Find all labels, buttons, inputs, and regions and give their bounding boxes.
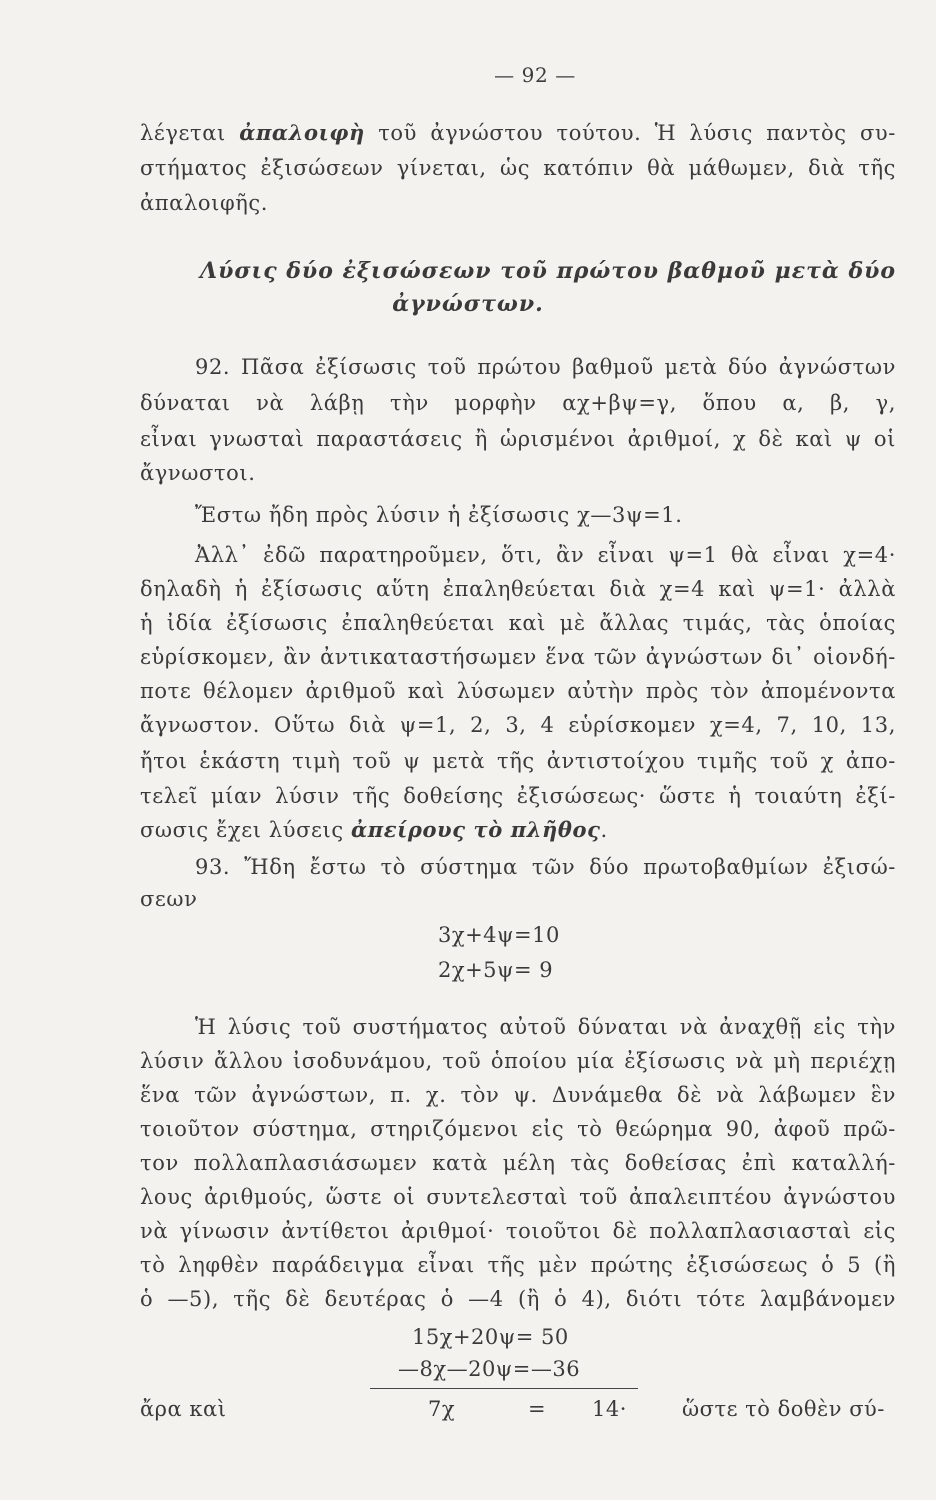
paragraph-line: τον πολλαπλασιάσωμεν κατὰ μέλη τὰς δοθείσας ἐπὶ καταλλή- — [140, 1151, 896, 1175]
result-label: ἄρα καὶ — [140, 1397, 227, 1421]
equation: 2χ+5ψ= 9 — [438, 958, 554, 982]
paragraph-line: ἄγνωστοι. — [140, 461, 256, 485]
emphasis-term: ἀπαλοιφὴ — [239, 120, 365, 145]
paragraph-line: ἄγνωστον. Οὕτω διὰ ψ=1, 2, 3, 4 εὑρίσκομεν χ=4, 7, 10, 13, — [140, 713, 896, 737]
equation-rule — [370, 1388, 638, 1389]
paragraph-line: εὑρίσκομεν, ἂν ἀντικαταστήσωμεν ἕνα τῶν ἀγνώστων δι᾽ οἱονδή- — [140, 645, 896, 669]
paragraph-line: νὰ γίνωσιν ἀντίθετοι ἀριθμοί· τοιοῦτοι δὲ πολλαπλασιασταὶ εἰς — [140, 1219, 896, 1243]
paragraph-line: λύσιν ἄλλου ἰσοδυνάμου, τοῦ ὁποίου μία ἐξίσωσις νὰ μὴ περιέχῃ — [140, 1049, 896, 1073]
paragraph-line: λους ἀριθμούς, ὥστε οἱ συντελεσταὶ τοῦ ἀπαλειπτέου ἀγνώστου — [140, 1185, 896, 1209]
paragraph-line: ἡ ἰδία ἐξίσωσις ἐπαληθεύεται καὶ μὲ ἄλλας τιμάς, τὰς ὁποίας — [140, 611, 896, 635]
paragraph-line: σεων — [140, 887, 198, 911]
paragraph-line: δύναται νὰ λάβῃ τὴν μορφὴν αχ+βψ=γ, ὅπου α, β, γ, — [140, 391, 896, 415]
emphasis-term: ἀπείρους τὸ πλῆθος — [351, 817, 601, 842]
paragraph-line: ἀπαλοιφῆς. — [140, 191, 269, 215]
paragraph-line: ὥστε τὸ δοθὲν σύ- — [682, 1397, 885, 1421]
paragraph-line: ποτε θέλομεν ἀριθμοῦ καὶ λύσωμεν αὐτὴν πρὸς τὸν ἀπομένοντα — [140, 679, 896, 703]
equation: 15χ+20ψ= 50 — [412, 1325, 569, 1349]
paragraph-line: ὁ —5), τῆς δὲ δευτέρας ὁ —4 (ἢ ὁ 4), διότι τότε λαμβάνομεν — [140, 1287, 896, 1311]
paragraph-line: εἶναι γνωσταὶ παραστάσεις ἢ ὡρισμένοι ἀριθμοί, χ δὲ καὶ ψ οἱ — [140, 427, 896, 451]
equation: —8χ—20ψ=—36 — [398, 1357, 581, 1381]
paragraph-line: Ἔστω ἤδη πρὸς λύσιν ἡ ἐξίσωσις χ—3ψ=1. — [195, 503, 683, 527]
equation-sign: = — [528, 1397, 547, 1421]
paragraph-line: Ἡ λύσις τοῦ συστήματος αὐτοῦ δύναται νὰ ἀναχθῇ εἰς τὴν — [195, 1015, 896, 1039]
section-heading: Λύσις δύο ἐξισώσεων τοῦ πρώτου βαθμοῦ μετὰ δύο — [200, 258, 897, 284]
paragraph-line: ἤτοι ἑκάστη τιμὴ τοῦ ψ μετὰ τῆς ἀντιστοίχου τιμῆς τοῦ χ ἀπο- — [140, 749, 896, 773]
paragraph-line: τελεῖ μίαν λύσιν τῆς δοθείσης ἐξισώσεως· ὥστε ἡ τοιαύτη ἐξί- — [140, 784, 896, 808]
equation: 3χ+4ψ=10 — [438, 923, 560, 947]
paragraph-line: 92. Πᾶσα ἐξίσωσις τοῦ πρώτου βαθμοῦ μετὰ δύο ἀγνώστων — [195, 355, 896, 379]
paragraph-line: σωσις ἔχει λύσεις ἀπείρους τὸ πλῆθος. — [140, 817, 608, 842]
paragraph-line: 93. Ἤδη ἔστω τὸ σύστημα τῶν δύο πρωτοβαθμίων ἐξισώ- — [195, 855, 896, 879]
paragraph-line: δηλαδὴ ἡ ἐξίσωσις αὕτη ἐπαληθεύεται διὰ χ=4 καὶ ψ=1· ἀλλὰ — [140, 577, 896, 601]
page-number: — 92 — — [494, 63, 576, 87]
paragraph-line: τοιοῦτον σύστημα, στηριζόμενοι εἰς τὸ θεώρημα 90, ἀφοῦ πρῶ- — [140, 1117, 896, 1141]
equation-rhs: 14· — [592, 1397, 627, 1421]
paragraph-line: Ἀλλ᾽ ἐδῶ παρατηροῦμεν, ὅτι, ἂν εἶναι ψ=1 θὰ εἶναι χ=4· — [195, 543, 896, 567]
paragraph-line: λέγεται ἀπαλοιφὴ τοῦ ἀγνώστου τούτου. Ἡ λύσις παντὸς συ- — [140, 120, 896, 145]
section-heading: ἀγνώστων. — [392, 291, 544, 317]
equation-lhs: 7χ — [428, 1397, 456, 1421]
paragraph-line: ἕνα τῶν ἀγνώστων, π. χ. τὸν ψ. Δυνάμεθα δὲ νὰ λάβωμεν ἓν — [140, 1083, 896, 1107]
paragraph-line: στήματος ἐξισώσεων γίνεται, ὡς κατόπιν θὰ μάθωμεν, διὰ τῆς — [140, 156, 896, 180]
paragraph-line: τὸ ληφθὲν παράδειγμα εἶναι τῆς μὲν πρώτης ἐξισώσεως ὁ 5 (ἢ — [140, 1253, 896, 1277]
